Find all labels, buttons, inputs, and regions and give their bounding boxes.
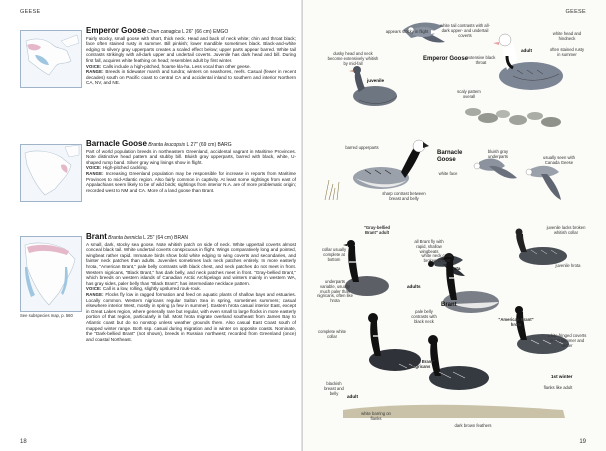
label-dusky-head: dusky head and neck become extensively whitish by mid-fall [327,51,379,66]
species-meta: L 25" (64 cm) BRAN [143,235,189,241]
page-number: 19 [579,439,586,445]
label-flanks-like: flanks like adult [543,385,573,390]
voice-text: Calls include a high-pitched, hoarse kla-ha. Less vocal than other geese. [102,63,251,69]
label-sharp-contrast: sharp contrast between breast and belly [382,191,426,201]
voice-label: VOICE: [86,63,102,69]
label-scaly-pattern: scaly pattern overall [457,89,481,99]
barnacle-goose-flying-illustration-2 [526,166,561,200]
species-meta: L 27" (69 cm) BARG [186,142,232,148]
voice-label: VOICE: [86,165,102,171]
label-white-tail: white tail contrasts with all-dark upper- and undertail coverts [440,23,490,38]
label-white-fringed: white-fringed coverts in 1st summer and winter [547,333,587,348]
voice-text: High-pitched cackling. [102,165,148,171]
label-barred-upperparts: barred upperparts [345,145,379,150]
description: Part of world population breeds in northeastern Greenland, accidental vagrant in Maritime Provinces. Note distinctive head pattern and stubby bill. Bluish gray upperparts, barred with black, white, U-shaped rump band. Silver gray wing linings show in flight. [86,148,296,165]
species-title: Barnacle Goose [86,139,147,148]
rocks-illustration [465,108,561,127]
label-dark-brown: dark brown feathers [454,423,492,428]
barnacle-goose-label: Barnacle Goose [437,150,463,163]
label-often-stained: often stained rusty in summer [549,47,585,57]
range-map-brant [20,236,82,312]
species-entry-brant [86,234,296,342]
label-collar-usually: collar usually complete at bottom [321,247,347,262]
page-number: 18 [20,439,27,445]
label-gray-bellied-brant: "Gray-bellied Brant" adult [363,225,391,235]
label-white-face: white face [438,171,458,176]
label-underparts-variable: underparts variable, usually much paler than nigricans, often like hrota [317,279,353,304]
range-text: Increasing Greenland population may be responsible for increase in reports from Maritime Provinces to mid-Atlantic region. Also fairly common in captivity. At least some sightings from east of Appalachians seem likely to be of wild birds; sightings from interior N.A. are of more problematic origin; recorded west to NM and CA. More of a land goose than Brant. [86,170,296,193]
label-american-brant: "American Brant" hrota [498,317,534,327]
emperor-goose-adult-illustration [493,34,563,90]
species-title: Brant [86,232,107,241]
species-entry-emperor [86,28,296,86]
label-usually-seen: usually seen with Canada Geese [543,155,575,165]
label-juvenile-lacks: juvenile lacks broken whitish collar [546,225,586,235]
label-appears-stocky: appears stocky in flight [385,29,429,34]
emperor-goose-label: Emperor Goose [423,56,469,62]
label-hrota: hrota [449,266,461,271]
label-white-head: white head and hindneck [552,31,582,41]
species-meta: L 26" (66 cm) EMGO [181,29,229,35]
label-juvenile-hrota: juvenile hrota [555,263,581,268]
range-map-barnacle [20,144,82,202]
label-first-winter: 1st winter [551,374,573,379]
emperor-goose-juvenile-illustration [349,66,397,106]
species-entry-barnacle [86,141,296,193]
range-label: RANGE: [86,170,104,176]
label-blackish: blackish breast and belly [324,381,344,396]
species-title: Emperor Goose [86,26,147,35]
brant-label: Brant [441,302,457,308]
label-adults: adults [407,284,421,289]
grass-illustration [325,180,339,200]
label-black-brant: "Black Brant" nigricans [407,359,435,369]
description: A small, dark, stocky sea goose. Note whitish patch on side of neck. White uppertail coverts almost conceal black tail. White undertail coverts conspicuous in flight. Wings comparatively long and pointed, wingbeat rather rapid. Immature birds show bold white edging to wing coverts and secondaries, and fainter neck patches than adults. Juveniles sometimes lack neck patches entirely. In more easterly hrota, "American Brant," pale belly contrasts with black chest, and neck patches do not meet in front. Western nigricans, "Black Brant," has dark belly, and neck patches meet in front. "Gray-bellied Brant," which breeds on western islands of Canadian Arctic Archipelago and winters mainly in western WA, has gray sides, paler belly than "Black Brant"; has intermediate necklace pattern. [86,241,296,286]
scientific-name: Branta bernicla [108,235,142,241]
scientific-name: Branta leucopsis [148,142,186,148]
label-adult-2: adult [347,394,358,399]
range-text: Breeds in tidewater marsh and tundra; winters on seashores, reefs. Casual (fewer in recent decades) south on Pacific coast to central CA and accidental inland to southern and interior Northern CA, NV, and NE. [86,69,296,86]
description: Fairly stocky, small goose with short, thick neck. Head and back of neck white; chin and throat black; face often stained rusty in summer. Bill pinkish; lower mandible sometimes black. Black-and-white edging to silvery gray upperparts creates a scaled effect below; upper parts appear barred. White tail contrasts strikingly with all-dark upper and undertail coverts. Juvenile has dark head and bill. During first fall, acquires white feathing on head; resembles adult by first winter. [86,35,296,63]
map-caption: See subspecies map, p. 560 [20,313,73,318]
scientific-name: Chen canagica [147,29,181,35]
label-pale-belly: pale belly contrasts with black neck [411,309,437,324]
section-header: GEESE [565,9,586,15]
label-juvenile: juvenile [367,78,385,83]
right-page [303,0,606,451]
range-label: RANGE: [86,69,104,75]
voice-text: Call is a low, rolling, slightly upslurred rouk-rouk. [102,286,201,292]
range-text: Flocks fly low in ragged formation and feed on aquatic plants of shallow bays and estuaries. Locally common. Western nigricans regular Salton Sea in spring, sometimes summers; casual elsewhere interior West, mostly in spring (a few in summer). Eastern hrota casual interior East, except in Great Lakes region, where generally rare but regular, with even small to large flocks in more easterly portion of that region, particularly in fall. Most hrota migrate overland southeast from James Bay to Atlantic coast but do so nonstop unless weather grounds them. Also casual East Coast south of mapped winter range. Both ssp. casual during migration and in winter on opposite coasts. Nominate, the "Dark-bellied Brant" (not shown), breeds in Russian northwest; recorded from Greenland (once) and coastal Northeast. [86,291,297,342]
range-map-emperor [20,30,82,88]
barnacle-goose-flying-illustration [474,159,517,179]
range-label: RANGE: [86,291,104,297]
section-header: GEESE [20,9,41,15]
label-complete-collar: complete white collar [318,329,346,339]
label-white-neck: white neck collar broken in front [421,253,453,263]
label-extensive-black: extensive black throat [466,55,496,65]
label-bluish-gray: bluish gray underparts [487,149,509,159]
voice-label: VOICE: [86,286,102,292]
label-all-brant-fly: all Brant fly with rapid, shallow wingbeats [414,239,444,254]
label-white-barring: white barring on flanks [361,411,391,421]
label-adult: adult [521,48,532,53]
